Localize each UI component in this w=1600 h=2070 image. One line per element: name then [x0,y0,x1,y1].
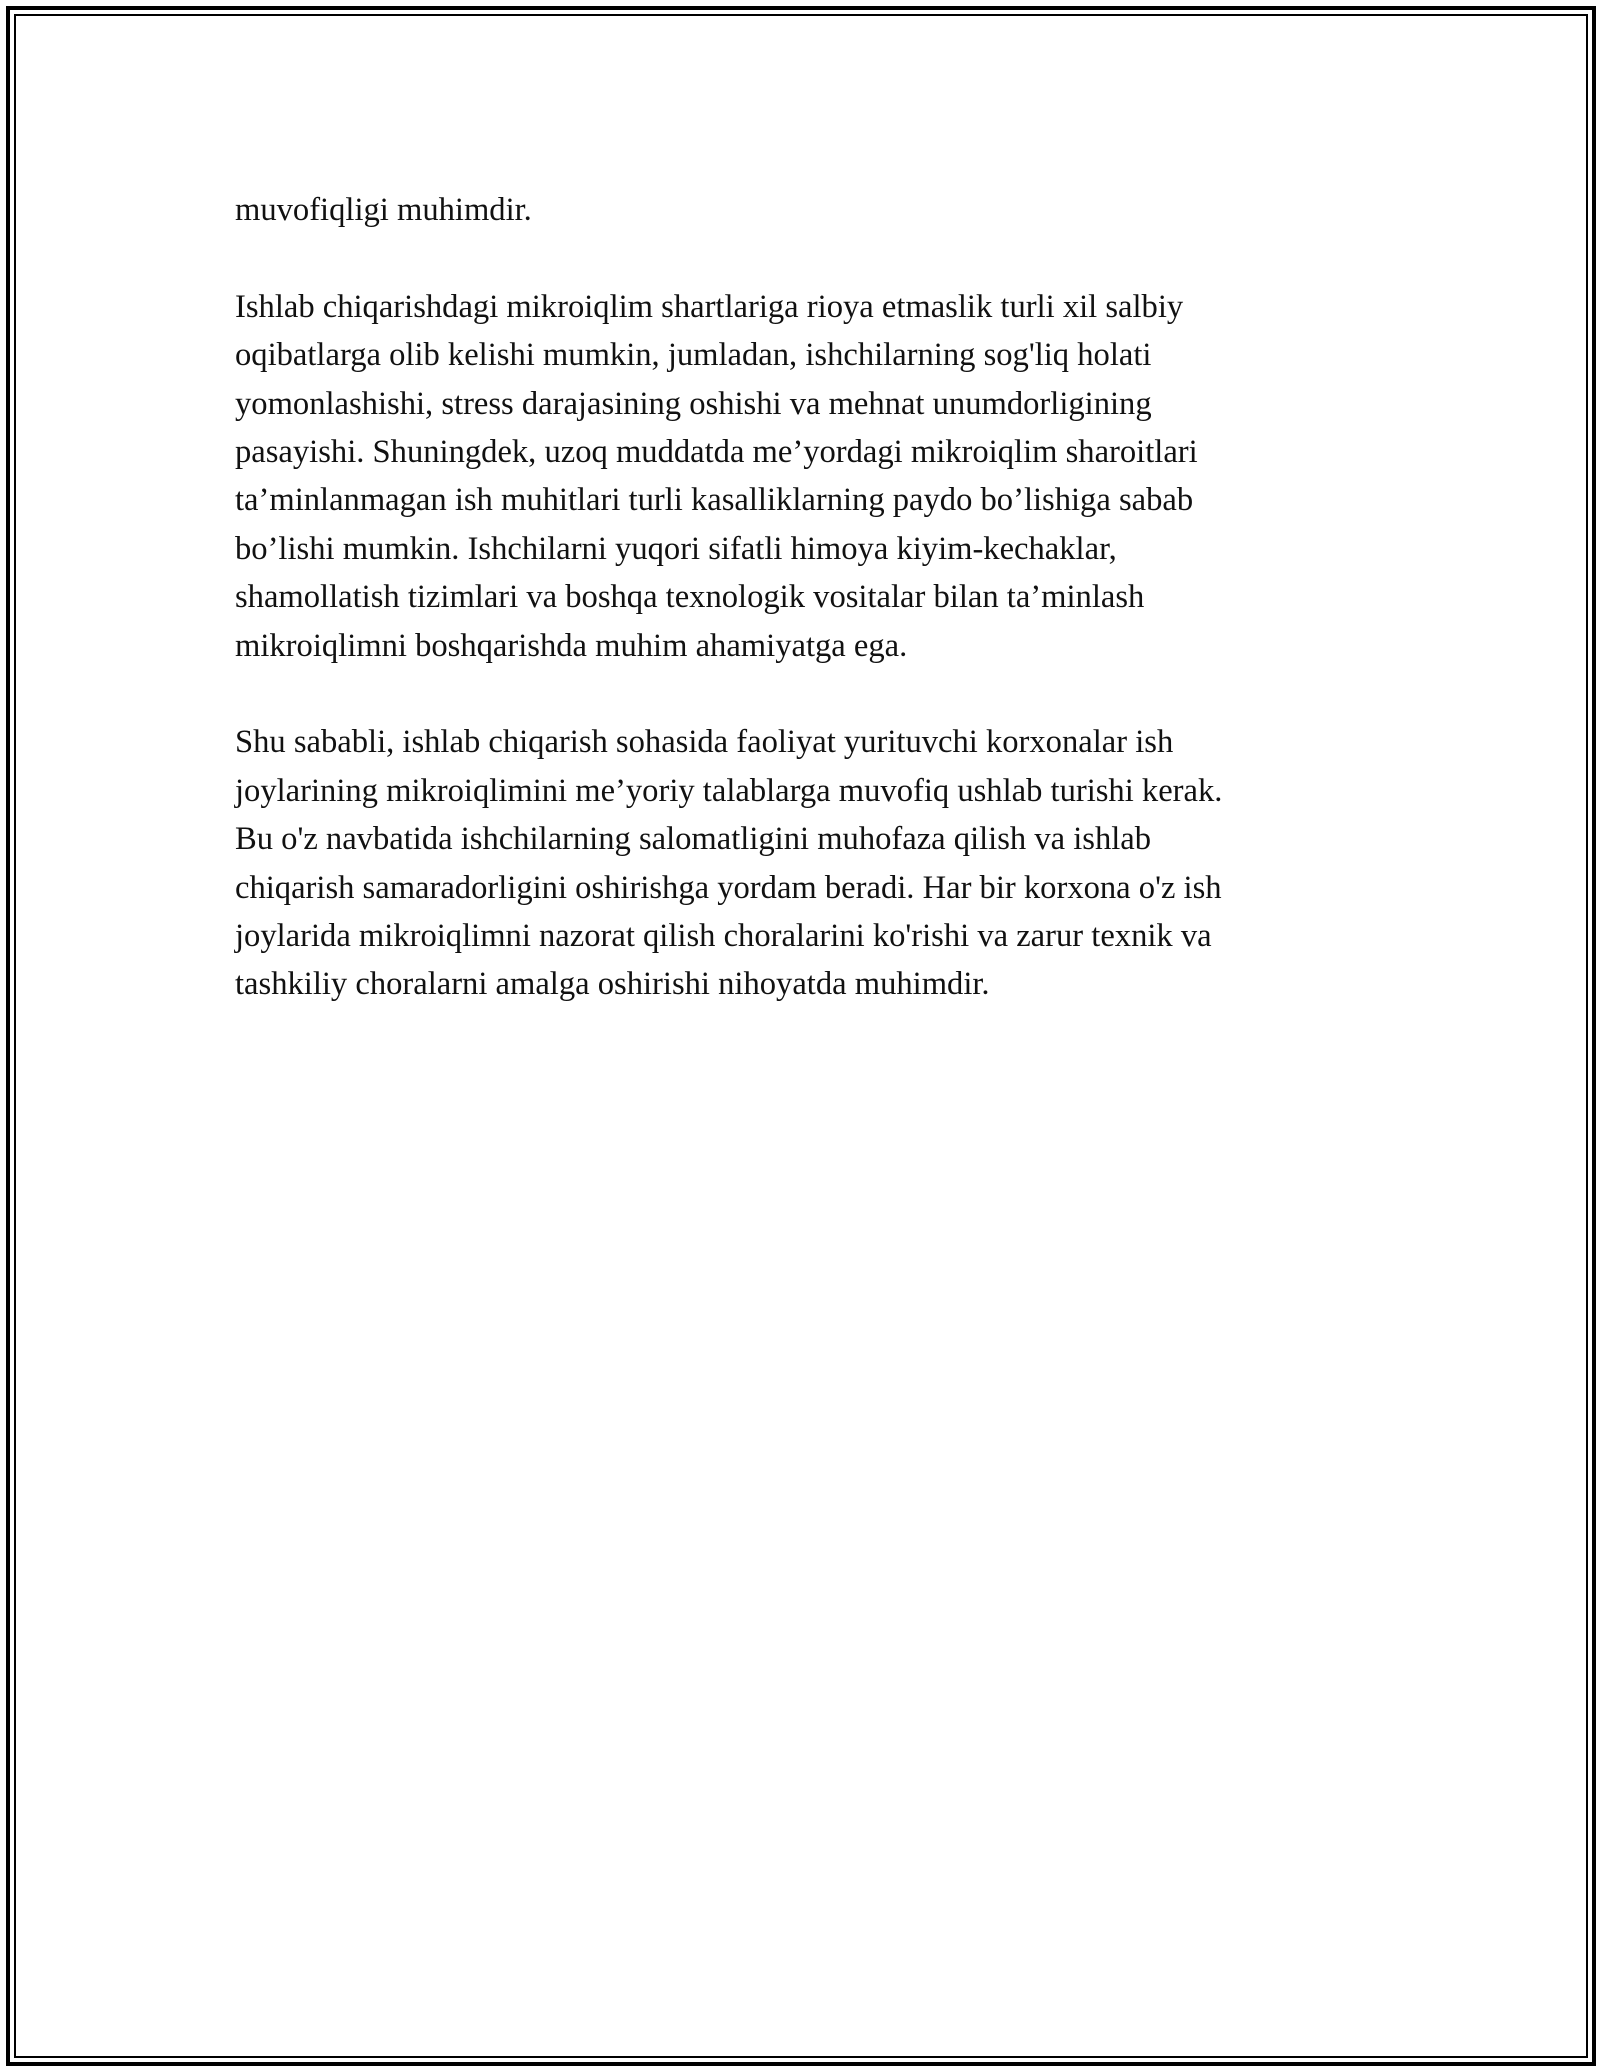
text-line: pasayishi. Shuningdek, uzoq muddatda me’yordagi mikroiqlim sharoitlari [235,434,1198,471]
text-line: yomonlashishi, stress darajasining oshishi va mehnat unumdorligining [235,385,1152,422]
text-line: bo’lishi mumkin. Ishchilarni yuqori sifatli himoya kiyim-kechaklar, [235,530,1117,567]
paragraph-1 [235,186,1375,234]
text-line: tashkiliy choralarni amalga oshirishi nihoyatda muhimdir. [235,966,990,1003]
text-line: oqibatlarga olib kelishi mumkin, jumladan, ishchilarning sog'liq holati [235,337,1152,374]
document-body [235,186,1375,1057]
text-line: shamollatish tizimlari va boshqa texnologik vositalar bilan ta’minlash [235,579,1145,616]
text-line: joylarida mikroiqlimni nazorat qilish choralarini ko'rishi va zarur texnik va [235,918,1212,955]
text-line: joylarining mikroiqlimini me’yoriy talablarga muvofiq ushlab turishi kerak. [235,772,1223,809]
paragraph-3 [235,718,1375,1008]
text-line: Ishlab chiqarishdagi mikroiqlim shartlariga rioya etmaslik turli xil salbiy [235,288,1184,325]
paragraph-2 [235,283,1375,670]
text-line: ta’minlanmagan ish muhitlari turli kasalliklarning paydo bo’lishiga sabab [235,482,1194,519]
text-line: mikroiqlimni boshqarishda muhim ahamiyatga ega. [235,627,908,664]
text-line: muvofiqligi muhimdir. [235,192,532,228]
text-line: Shu sababli, ishlab chiqarish sohasida faoliyat yurituvchi korxonalar ish [235,724,1174,761]
text-line: Bu o'z navbatida ishchilarning salomatligini muhofaza qilish va ishlab [235,821,1152,858]
text-line: chiqarish samaradorligini oshirishga yordam beradi. Har bir korxona o'z ish [235,869,1222,906]
